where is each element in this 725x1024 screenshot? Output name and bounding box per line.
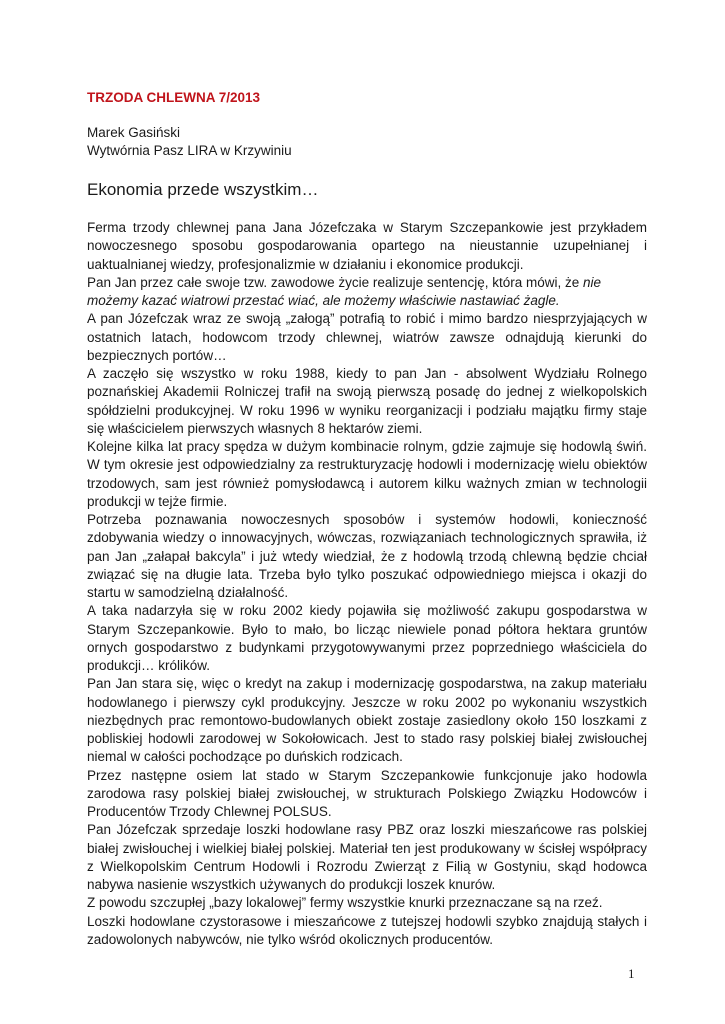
paragraph-buyers: Loszki hodowlane czystorasowe i mieszańcowe z tutejszej hodowli szybko znajdują stałych i zadowolonych nabywców, nie tylko wśród okolicznych producentów. [87,913,647,947]
journal-issue-heading: TRZODA CHLEWNA 7/2013 [87,90,261,105]
paragraph-sentence-text: Pan Jan przez całe swoje tzw. zawodowe życie realizuje sentencję, która mówi, że [87,274,583,290]
paragraph-knowledge: Potrzeba poznawania nowoczesnych sposobów i systemów hodowli, konieczność zdobywania wiedzy o innowacyjnych, wówczas, rozwiązaniach technologicznych sprawiła, iż pan Jan „załapał bakcyla” i już wtedy wiedział, że z hodowlą trzodą chlewną będzie chciał związać się na długie lata. Trzeba było tylko poszukać odpowiedniego miejsca i okazji do startu w samodzielną działalność. [87,512,647,600]
paragraph-kombinat: Kolejne kilka lat pracy spędza w dużym kombinacie rolnym, gdzie zajmuje się hodowlą świń. W tym okresie jest odpowiedzialny za restrukturyzację hodowli i modernizację wielu obiektów trzodowych, sam jest również pomysłodawcą i autorem kilku ważnych zmian w technologii produkcji w tejże firmie. [87,439,647,509]
author-affiliation: Wytwórnia Pasz LIRA w Krzywiniu [87,143,292,158]
paragraph-crew: A pan Józefczak wraz ze swoją „załogą” potrafią to robić i mimo bardzo niesprzyjających w ostatnich latach, hodowcom trzody chlewnej, wiatrów zawsze odnajdują kierunki do bezpiecznych portów… [87,311,647,363]
article-body [87,219,647,949]
paragraph-sales: Pan Józefczak sprzedaje loszki hodowlane rasy PBZ oraz loszki mieszańcowe ras polskiej białej zwisłouchej i wielkiej białej polskiej. Materiał ten jest produkowany w ścisłej współpracy z Wielkopolskim Centrum Hodowli i Rozrodu Zwierząt z Filią w Gostyniu, skąd hodowca nabywa nasienie wszystkich używanych do produkcji loszek knurów. [87,822,647,892]
author-block [87,124,292,160]
paragraph-sentence [87,274,647,311]
author-name: Marek Gasiński [87,125,181,140]
paragraph-sentence-quote: nie możemy kazać wiatrowi przestać wiać, ale możemy właściwie nastawiać żagle. [87,274,601,308]
page-number: 1 [628,966,635,981]
paragraph-credit: Pan Jan stara się, więc o kredyt na zakup i modernizację gospodarstwa, na zakup materiału hodowlanego i pierwszy cykl produkcyjny. Jeszcze w roku 2002 po wykonaniu wszystkich niezbędnych prac remontowo-budowlanych obiekt zostaje zasiedlony około 150 loszkami z pobliskiej hodowli zarodowej w Sokołowicach. Jest to stado rasy polskiej białej zwisłouchej niemal w całości pochodzące po duńskich rodzicach. [87,676,647,765]
paragraph-boars: Z powodu szczupłej „bazy lokalowej” fermy wszystkie knurki przeznaczane są na rzeź. [87,895,603,911]
paragraph-beginning: A zaczęło się wszystko w roku 1988, kiedy to pan Jan - absolwent Wydziału Rolnego poznańskiej Akademii Rolniczej trafił na swoją pierwszą posadę do jednej z wielkopolskich spółdzielni produkcyjnej. W roku 1996 w wyniku reorganizacji i podziału majątku firmy staje się właścicielem pierwszych własnych 8 hektarów ziemi. [87,366,647,436]
paragraph-purchase: A taka nadarzyła się w roku 2002 kiedy pojawiła się możliwość zakupu gospodarstwa w Starym Szczepankowie. Było to mało, bo licząc niewiele ponad półtora hektara gruntów ornych gospodarstwo z budynkami przygotowywanymi przez poprzedniego właściciela do produkcji… królików. [87,603,647,673]
paragraph-intro: Ferma trzody chlewnej pana Jana Józefczaka w Starym Szczepankowie jest przykładem nowoczesnego sposobu gospodarowania opartego na nieustannie uzupełnianej i uaktualnianej wiedzy, profesjonalizmie w działaniu i ekonomice produkcji. [87,220,647,272]
paragraph-polsus: Przez następne osiem lat stado w Starym Szczepankowie funkcjonuje jako hodowla zarodowa rasy polskiej białej zwisłouchej, w strukturach Polskiego Związku Hodowców i Producentów Trzody Chlewnej POLSUS. [87,767,647,819]
article-title: Ekonomia przede wszystkim… [87,180,319,199]
